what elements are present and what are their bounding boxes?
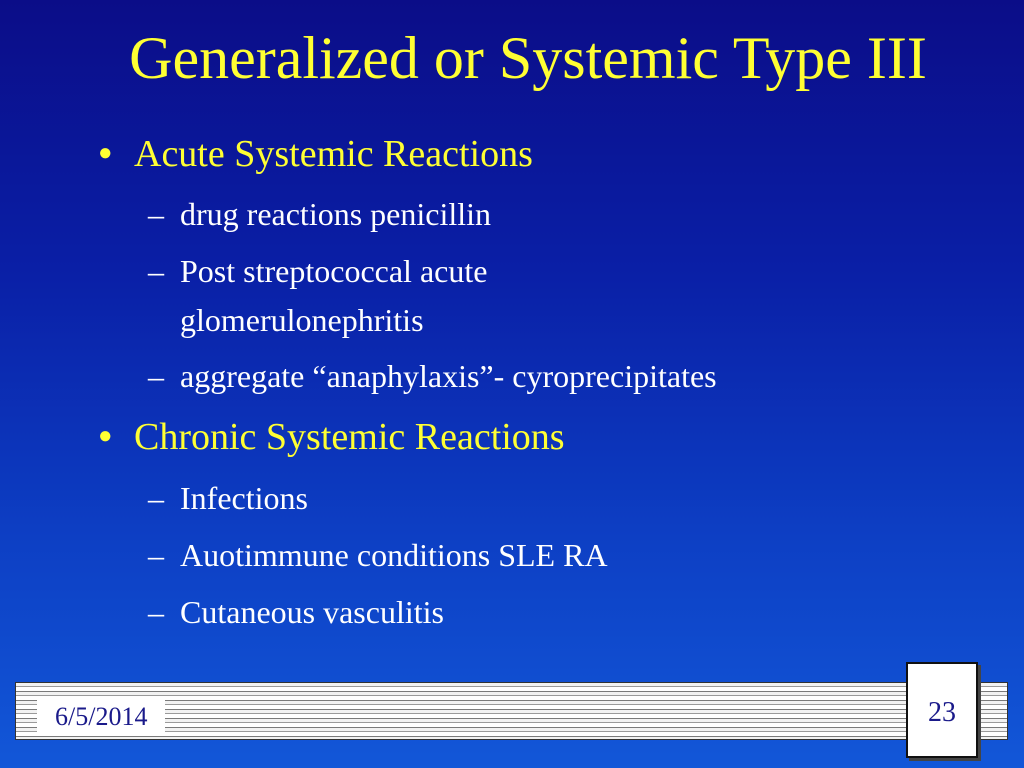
sub-item-text bbox=[180, 247, 487, 345]
sub-item-text: Auotimmune conditions SLE RA bbox=[180, 537, 608, 573]
page-number-box bbox=[906, 662, 978, 758]
dash-icon: – bbox=[148, 358, 164, 394]
dash-icon: – bbox=[148, 594, 164, 630]
page-number: 23 bbox=[928, 697, 956, 728]
dash-icon: – bbox=[148, 537, 164, 573]
slide-title: Generalized or Systemic Type III bbox=[129, 25, 927, 91]
bullet-dot-icon: ● bbox=[98, 423, 113, 449]
sub-item bbox=[148, 247, 487, 345]
sub-item bbox=[148, 531, 608, 580]
sub-item-text: drug reactions penicillin bbox=[180, 196, 492, 232]
dash-icon: – bbox=[148, 196, 164, 232]
bullet-dot-icon: ● bbox=[98, 140, 113, 166]
sub-item bbox=[148, 474, 308, 523]
sub-item-text: Infections bbox=[180, 480, 308, 516]
bullet-text: Chronic Systemic Reactions bbox=[134, 416, 565, 458]
sub-item-line: Post streptococcal acute bbox=[180, 253, 488, 289]
sub-item bbox=[148, 190, 491, 239]
sub-item-text: aggregate “anaphylaxis”- cyroprecipitates bbox=[180, 358, 717, 394]
footer-date: 6/5/2014 bbox=[37, 700, 165, 734]
sub-item-text: Cutaneous vasculitis bbox=[180, 594, 444, 630]
dash-icon: – bbox=[148, 480, 164, 516]
bullet-text: Acute Systemic Reactions bbox=[134, 133, 533, 175]
footer-bar bbox=[15, 682, 1008, 740]
sub-item-line: glomerulonephritis bbox=[180, 302, 424, 338]
dash-icon: – bbox=[148, 253, 164, 289]
bullet-acute-systemic-reactions bbox=[98, 130, 533, 177]
bullet-chronic-systemic-reactions bbox=[98, 413, 565, 460]
sub-item bbox=[148, 588, 444, 637]
sub-item bbox=[148, 352, 717, 401]
